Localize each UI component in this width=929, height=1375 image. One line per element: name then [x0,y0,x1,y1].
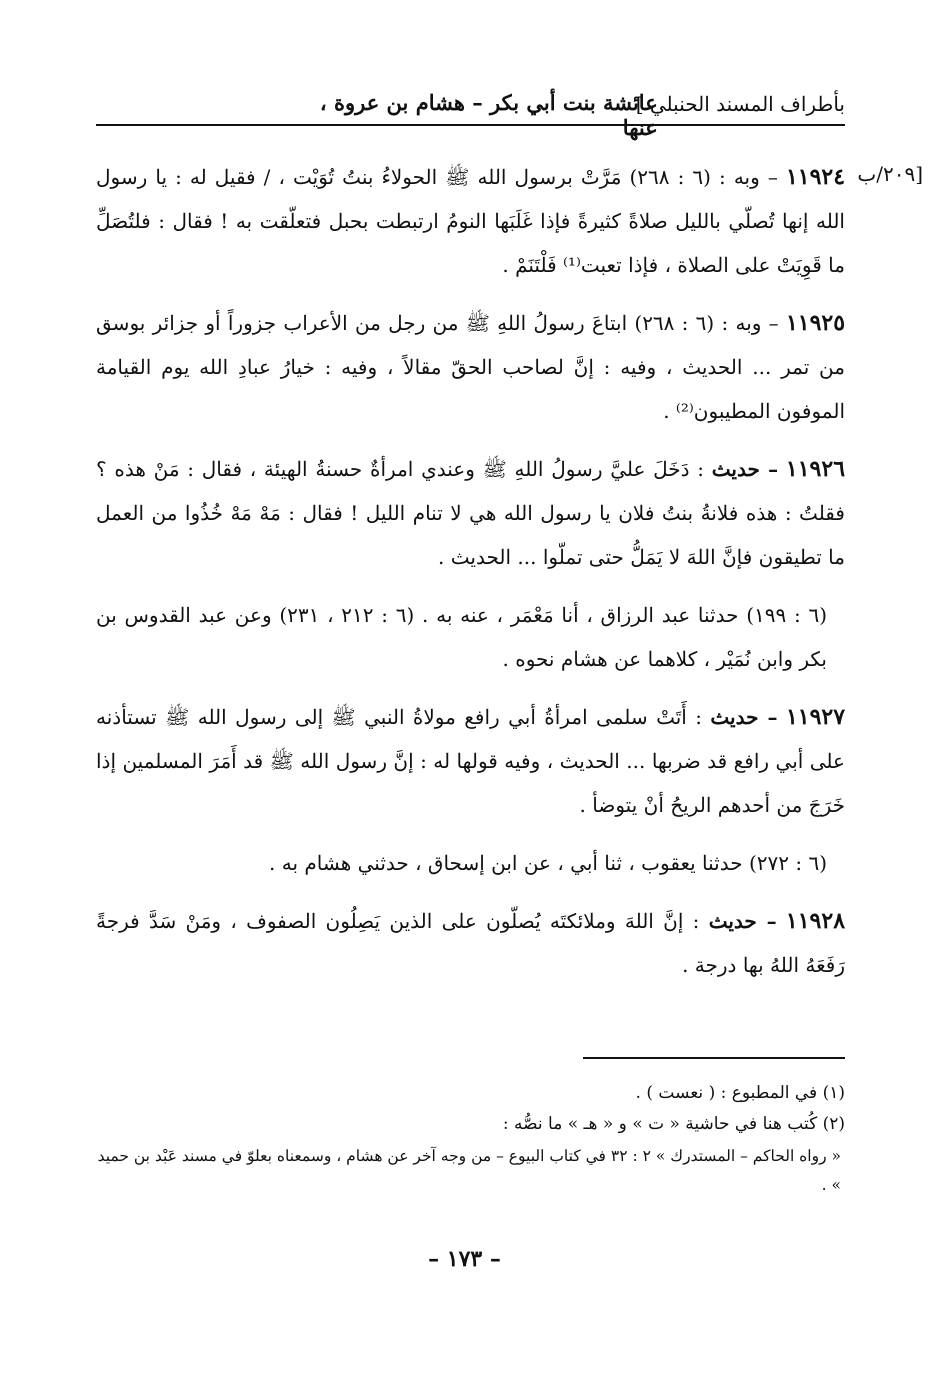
hadith-entry [96,695,845,827]
page-number: – ١٧٣ – [428,1246,501,1272]
hadith-text: : إنَّ اللهَ وملائكتَه يُصلّون على الذين يَصِلُون الصفوف ، ومَنْ سَدَّ فرجةً رَفَعَهُ اللهُ بها درجة . [96,909,845,977]
hadith-entry [96,899,845,987]
hadith-entry [96,155,845,287]
hadith-number: ١١٩٢٨ [785,908,846,934]
header-book-title: بأطراف المسند الحنبلي ] [635,92,845,116]
hadith-text: – وبه : (٦ : ٢٦٨) مَرَّتْ برسول الله ﷺ الحولاءُ بنتُ تُوَيْت ، / فقيل له : يا رسول الله إنها تُصلّي بالليل صلاةً كثيرةً فإذا غَلَبَها النومُ ارتبطت بحبل فتعلّقت به ! فقال : فلتُصَلِّ ما قَوِيَتْ على الصلاة ، فإذا تعبت⁽¹⁾ فَلْتَنَمْ . [96,165,845,277]
main-text [96,155,845,1001]
hadith-keyword: – حديث [710,705,778,729]
hadith-entry [96,301,845,433]
running-header [96,88,845,140]
hadith-number: ١١٩٢٦ [785,456,846,482]
footnotes [96,1078,845,1200]
footnote-divider [583,1057,845,1059]
hadith-text: : أَتَتْ سلمى امرأةُ أبي رافع مولاةُ النبي ﷺ إلى رسول الله ﷺ تستأذنه على أبي رافع قد ضربها ... الحديث ، وفيه قولها له : إنَّ رسول الله ﷺ قد أَمَرَ المسلمين إذا خَرَجَ من أحدهم الريحُ أنْ يتوضأ . [96,705,845,817]
manuscript-folio-mark: [٢٠٩/ب [857,162,923,186]
isnad-line: (٦ : ١٩٩) حدثنا عبد الرزاق ، أنا مَعْمَر ، عنه به . (٦ : ٢١٢ ، ٢٣١) وعن عبد القدوس بن بكر وابن نُمَيْر ، كلاهما عن هشام نحوه . [96,603,827,671]
footnote-2: (٢) كُتب هنا في حاشية « ت » و « هـ » ما نصُّه : [502,1114,845,1134]
hadith-entry [96,447,845,579]
footnote-1: (١) في المطبوع : ( نعست ) . [635,1083,845,1103]
footnote-2-quote: « رواه الحاكم – المستدرك » ٢ : ٣٢ في كتاب البيوع – من وجه آخر عن هشام ، وسمعناه بعلوّ في مسند عَبْد بن حميد » . [97,1147,841,1194]
hadith-text: : دَخَلَ عليَّ رسولُ اللهِ ﷺ وعندي امرأةٌ حسنةُ الهيئة ، فقال : مَنْ هذه ؟ فقلتُ : هذه فلانةُ بنتُ فلان يا رسول الله هي لا تنام الليل ! فقال : مَهْ مَهْ خُذُوا من العمل ما تطيقون فإنَّ اللهَ لا يَمَلُّ حتى تملّوا ... الحديث . [96,457,845,569]
header-section-title: عائشة بنت أبي بكر – هشام بن عروة ، عنها [319,90,658,140]
isnad-line: (٦ : ٢٧٢) حدثنا يعقوب ، ثنا أبي ، عن ابن إسحاق ، حدثني هشام به . [269,851,827,875]
hadith-keyword: – حديث [708,909,777,933]
hadith-text: – وبه : (٦ : ٢٦٨) ابتاعَ رسولُ اللهِ ﷺ من رجل من الأعراب جزوراً أو جزائر بوسق من تمر ... الحديث ، وفيه : إنَّ لصاحب الحقّ مقالاً ، وفيه : خيارُ عبادِ الله يوم القيامة الموفون المطيبون⁽²⁾ . [96,311,845,423]
hadith-number: ١١٩٢٧ [785,704,846,730]
hadith-keyword: – حديث [711,457,779,481]
hadith-number: ١١٩٢٤ [785,164,846,190]
hadith-number: ١١٩٢٥ [785,310,846,336]
